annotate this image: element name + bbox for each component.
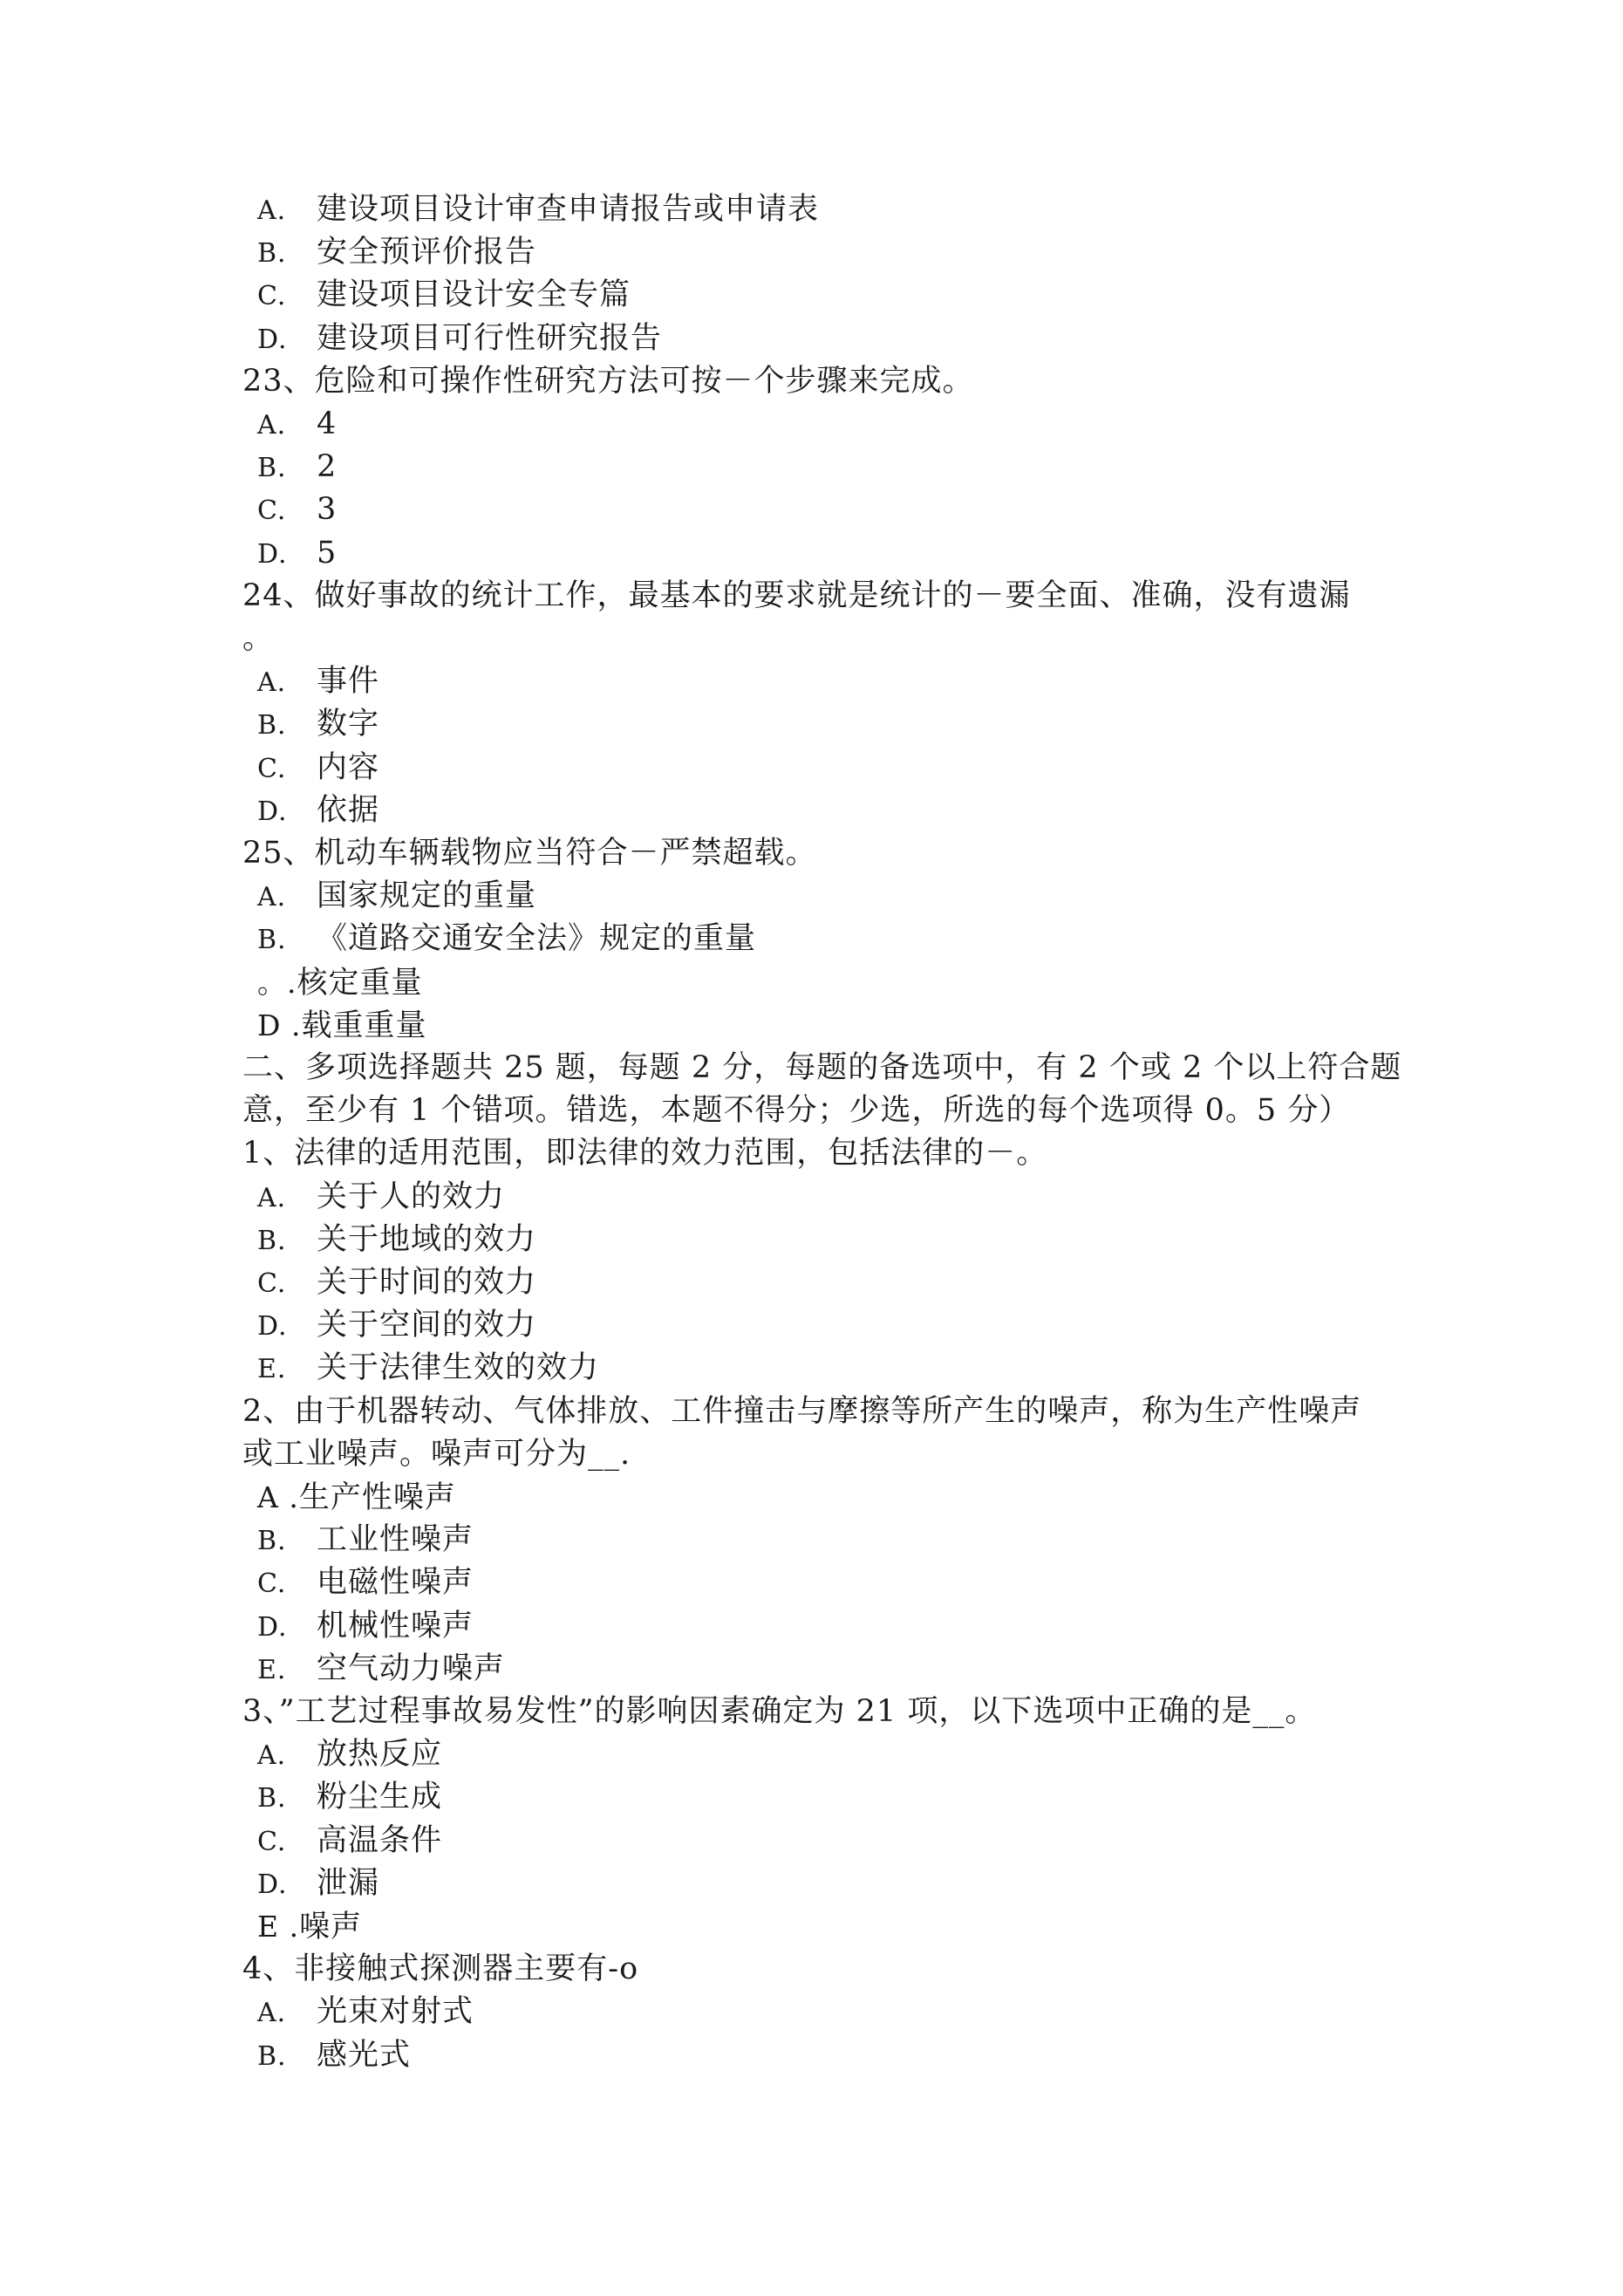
option-text: 机械性噪声 xyxy=(317,1609,474,1643)
option-text: 内容 xyxy=(317,750,380,785)
option-text: 生产性噪声 xyxy=(298,1480,456,1515)
option-line xyxy=(257,1733,442,1776)
option-text: 核定重量 xyxy=(297,966,423,1001)
question-line xyxy=(242,1948,638,1991)
option-label: 。. xyxy=(257,966,297,1000)
option-line xyxy=(257,318,662,360)
option-line xyxy=(257,1605,474,1648)
option-text: 建设项目可行性研究报告 xyxy=(317,321,663,356)
option-line xyxy=(257,1776,442,1819)
option-label: D. xyxy=(257,1612,288,1643)
option-label: A. xyxy=(257,1740,287,1771)
option-line xyxy=(257,2034,411,2077)
option-text: 国家规定的重量 xyxy=(317,878,537,913)
question-line xyxy=(242,575,1351,618)
option-label: B. xyxy=(257,453,287,483)
option-text: 关于人的效力 xyxy=(317,1179,506,1214)
option-line xyxy=(257,918,756,960)
option-label: B. xyxy=(257,2041,287,2072)
option-line xyxy=(257,188,819,231)
option-label: D. xyxy=(257,796,288,827)
option-label: E. xyxy=(257,1655,287,1685)
option-line xyxy=(257,1261,536,1304)
question-text: 24、做好事故的统计工作，最基本的要求就是统计的－要全面、准确，没有遗漏 xyxy=(242,578,1351,613)
option-text: 5 xyxy=(317,536,338,571)
option-line xyxy=(257,1004,426,1047)
option-text: 4 xyxy=(317,407,338,441)
option-label: B. xyxy=(257,710,287,741)
option-label: C. xyxy=(257,754,287,784)
option-text: 空气动力噪声 xyxy=(317,1651,506,1686)
option-text: 2 xyxy=(317,449,338,484)
question-line xyxy=(242,360,974,403)
option-line xyxy=(257,1820,442,1862)
option-label: D. xyxy=(257,1311,288,1342)
question-text: 2、由于机器转动、气体排放、工件撞击与摩擦等所产生的噪声，称为生产性噪声 xyxy=(242,1394,1362,1429)
question-text: 二、多项选择题共 25 题，每题 2 分，每题的备选项中，有 2 个或 2 个以上符合题 xyxy=(242,1050,1402,1085)
option-text: 工业性噪声 xyxy=(317,1522,474,1557)
question-line xyxy=(242,618,274,660)
option-text: 放热反应 xyxy=(317,1737,443,1772)
option-line xyxy=(257,403,337,446)
option-text: 安全预评价报告 xyxy=(317,235,537,270)
option-text: 关于法律生效的效力 xyxy=(317,1350,600,1385)
option-label: B. xyxy=(257,1526,287,1556)
option-line xyxy=(257,660,379,703)
option-label: A. xyxy=(257,410,287,441)
option-text: 泄漏 xyxy=(317,1866,380,1901)
option-line xyxy=(257,1219,536,1261)
option-label: A. xyxy=(257,195,287,226)
option-text: 感光式 xyxy=(317,2038,412,2073)
option-label: A . xyxy=(257,1480,299,1514)
option-line xyxy=(257,1176,505,1219)
option-line xyxy=(257,1519,474,1561)
question-text: 。 xyxy=(242,621,275,656)
option-text: 《道路交通安全法》规定的重量 xyxy=(317,921,757,956)
question-line xyxy=(242,1132,1047,1175)
option-label: B. xyxy=(257,238,287,269)
option-text: 关于时间的效力 xyxy=(317,1265,537,1300)
option-line xyxy=(257,1304,536,1347)
option-label: C. xyxy=(257,1568,287,1599)
option-line xyxy=(257,1862,379,1905)
option-line xyxy=(257,274,631,317)
option-line xyxy=(257,446,337,489)
question-text: 意，至少有 1 个错项。错选，本题不得分；少选，所选的每个选项得 0。5 分） xyxy=(242,1093,1351,1128)
option-text: 建设项目设计安全专篇 xyxy=(317,277,631,312)
question-text: 或工业噪声。噪声可分为__. xyxy=(242,1437,631,1472)
question-line xyxy=(242,832,817,875)
option-text: 光束对射式 xyxy=(317,1994,474,2029)
question-text: 25、机动车辆载物应当符合－严禁超载。 xyxy=(242,836,817,871)
option-line xyxy=(257,789,379,832)
option-text: 3 xyxy=(317,492,338,527)
option-line xyxy=(257,875,536,918)
option-label: A. xyxy=(257,882,287,912)
option-text: 建设项目设计审查申请报告或申请表 xyxy=(317,192,820,227)
question-text: 3、”工艺过程事故易发性”的影响因素确定为 21 项，以下选项中正确的是__。 xyxy=(242,1694,1317,1729)
option-label: C. xyxy=(257,1268,287,1299)
question-text: 1、法律的适用范围，即法律的效力范围，包括法律的－。 xyxy=(242,1136,1048,1171)
option-label: D. xyxy=(257,539,288,570)
option-text: 数字 xyxy=(317,707,380,741)
option-label: A. xyxy=(257,1183,287,1213)
option-line xyxy=(257,1905,362,1948)
option-text: 关于地域的效力 xyxy=(317,1222,537,1257)
question-line xyxy=(242,1691,1316,1733)
option-line xyxy=(257,489,337,531)
option-label: D. xyxy=(257,1869,288,1900)
option-text: 关于空间的效力 xyxy=(317,1308,537,1343)
option-line xyxy=(257,703,379,746)
question-text: 23、危险和可操作性研究方法可按－个步骤来完成。 xyxy=(242,364,974,399)
option-text: 事件 xyxy=(317,664,380,699)
option-line xyxy=(257,1561,474,1604)
option-line xyxy=(257,1648,505,1691)
option-label: B. xyxy=(257,925,287,955)
question-text: 4、非接触式探测器主要有-o xyxy=(242,1951,639,1986)
option-label: B. xyxy=(257,1783,287,1814)
option-label: A. xyxy=(257,667,287,698)
option-text: 噪声 xyxy=(299,1910,363,1944)
option-line xyxy=(257,1991,474,2033)
option-text: 依据 xyxy=(317,793,380,828)
question-line xyxy=(242,1433,631,1476)
option-line xyxy=(257,1347,599,1390)
option-text: 电磁性噪声 xyxy=(317,1565,474,1600)
question-line xyxy=(242,1391,1361,1433)
option-label: B. xyxy=(257,1226,287,1256)
question-line xyxy=(242,1090,1350,1132)
option-label: A. xyxy=(257,1998,287,2028)
option-label: E. xyxy=(257,1354,287,1384)
option-label: D. xyxy=(257,325,288,355)
option-label: C. xyxy=(257,495,287,526)
option-line xyxy=(257,1476,456,1519)
option-line xyxy=(257,532,337,575)
option-label: D . xyxy=(257,1008,302,1042)
option-text: 粉尘生成 xyxy=(317,1780,443,1814)
option-label: C. xyxy=(257,1827,287,1857)
option-line xyxy=(257,961,423,1004)
option-label: C. xyxy=(257,281,287,311)
option-label: E . xyxy=(257,1910,300,1944)
option-line xyxy=(257,231,536,274)
option-line xyxy=(257,747,379,789)
question-line xyxy=(242,1047,1401,1090)
option-text: 载重重量 xyxy=(301,1008,427,1043)
option-text: 高温条件 xyxy=(317,1823,443,1858)
